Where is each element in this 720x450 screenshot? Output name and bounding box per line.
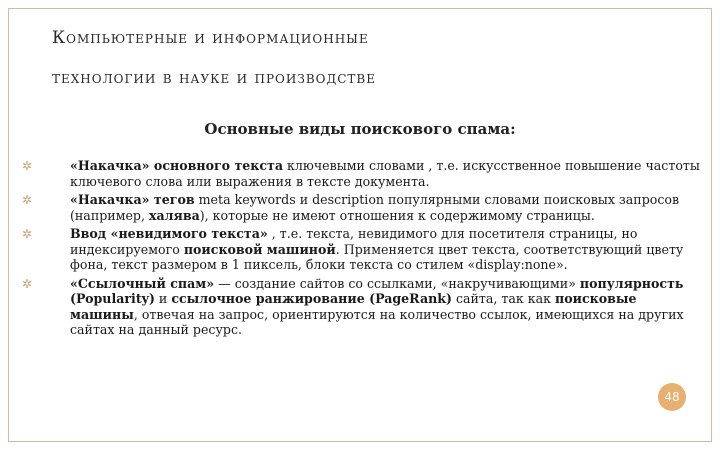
slide-subtitle: Основные виды поискового спама:: [204, 120, 516, 138]
item-text: ключевыми словами , т.е. искусственное повышение частоты ключевого слова или выражения в тексте документа.: [70, 158, 700, 189]
item-bold-text: «Ссылочный спам»: [70, 275, 215, 291]
list-item: [22, 276, 702, 338]
item-bold-text: халява: [148, 207, 200, 223]
item-text: — создание сайтов со ссылками, «накручивающими»: [214, 275, 580, 291]
sun-bullet-icon: ✲: [22, 276, 33, 291]
item-text: meta keywords и description популярными словами поисковых запросов (например,: [70, 192, 680, 223]
slide-title-line1: Компьютерные и информационные: [52, 28, 369, 48]
item-bold-text: «Накачка» тегов: [70, 192, 195, 207]
item-bold-text: поисковой машиной: [183, 241, 336, 257]
sun-bullet-icon: ✲: [22, 159, 33, 173]
frame-border-left: [8, 8, 9, 442]
item-text: ), которые не имеют отношения к содержимому страницы.: [199, 207, 595, 223]
item-bold-text: Ввод «невидимого текста»: [70, 226, 268, 241]
item-bold-text: популярность (Popularity): [70, 275, 684, 306]
frame-border-bottom: [8, 441, 712, 442]
sun-bullet-icon: ✲: [22, 193, 33, 207]
item-text: , отвечая на запрос, ориентируются на количество ссылок, имеющихся на других сайтах на данный ресурс.: [70, 306, 684, 337]
item-text: сайта, так как: [451, 291, 555, 306]
list-item: [22, 192, 702, 223]
item-bold-text: ссылочное ранжирование (PageRank): [171, 291, 452, 306]
item-bold-text: «Накачка» основного текста: [70, 158, 284, 173]
frame-border-right: [711, 8, 712, 442]
list-item: [22, 158, 702, 189]
item-text: , т.е. текста, невидимого для посетителя страницы, но индексируемого: [70, 226, 638, 257]
item-text: . Применяется цвет текста, соответствующий цвету фона, текст размером в 1 пиксель, блоки текста со стилем «display:none».: [70, 241, 684, 272]
slide-title: [52, 18, 692, 98]
slide-title-line2: технологии в науке и производстве: [52, 68, 376, 88]
list-item: [22, 226, 702, 273]
frame-border-top: [8, 8, 712, 9]
spam-types-list: [22, 158, 702, 341]
sun-bullet-icon: ✲: [22, 227, 33, 241]
page-number-badge: 48: [658, 383, 686, 411]
item-text: и: [154, 291, 172, 306]
item-bold-text: поисковые машины: [70, 291, 637, 322]
